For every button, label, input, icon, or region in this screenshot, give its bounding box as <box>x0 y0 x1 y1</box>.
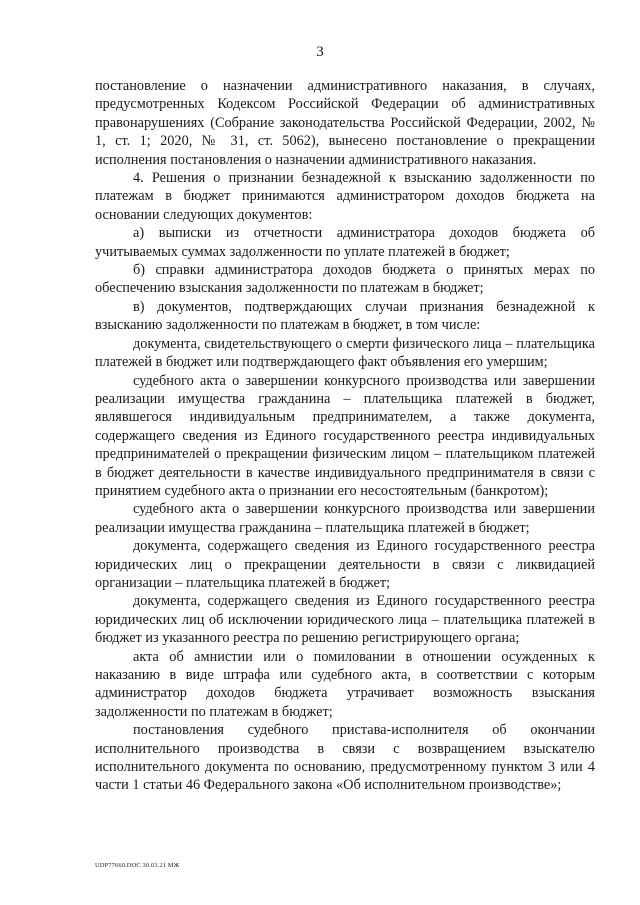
paragraph: документа, содержащего сведения из Единого государственного реестра юридических лиц о прекращении деятельности в связи с ликвидацией организации – плательщика платежей в бюджет; <box>95 538 595 591</box>
paragraph: документа, свидетельствующего о смерти физического лица – плательщика платежей в бюджет или подтверждающего факт объявления его умершим; <box>95 335 595 371</box>
paragraph: постановление о назначении административного наказания, в случаях, предусмотренных Кодексом Российской Федерации об административных правонарушениях (Собрание законодательства Российской Федерации, 2002, № 1, ст. 1; 2020, № 31, ст. 5062), вынесено постановление о прекращении исполнения постановления о назначении административного наказания. <box>95 78 595 168</box>
document-body <box>95 77 595 795</box>
paragraph: а) выписки из отчетности администратора доходов бюджета об учитываемых суммах задолженности по уплате платежей в бюджет; <box>95 225 595 260</box>
paragraph: постановления судебного пристава-исполнителя об окончании исполнительного производства в связи с возвращением взыскателю исполнительного документа по основанию, предусмотренному пунктом 3 или 4 части 1 статьи 46 Федерального закона «Об исполнительном производстве»; <box>95 722 595 794</box>
paragraph: акта об амнистии или о помиловании в отношении осужденных к наказанию в виде штрафа или судебного акта, в соответствии с которым администратор доходов бюджета утрачивает возможность взыскания задолженности по платежам в бюджет; <box>95 648 595 720</box>
paragraph: судебного акта о завершении конкурсного производства или завершении реализации имущества гражданина – плательщика платежей в бюджет; <box>95 501 595 536</box>
document-footer: UDP77660.DOC 30.03.21 МЖ <box>95 862 180 869</box>
page-number: 3 <box>316 44 324 60</box>
paragraph: судебного акта о завершении конкурсного производства или завершении реализации имущества гражданина – плательщика платежей в бюджет, являвшегося индивидуальным предпринимателем, а также документа, содержащего сведения из Единого государственного реестра индивидуальных предпринимателей о прекращении физическим лицом – плательщиком платежей в бюджет деятельности в качестве индивидуального предпринимателя в связи с принятием судебного акта о признании его несостоятельным (банкротом); <box>95 372 595 499</box>
paragraph: 4. Решения о признании безнадежной к взысканию задолженности по платежам в бюджет принимаются администратором доходов бюджета на основании следующих документов: <box>95 170 595 223</box>
paragraph: в) документов, подтверждающих случаи признания безнадежной к взысканию задолженности по платежам в бюджет, в том числе: <box>95 298 595 334</box>
paragraph: документа, содержащего сведения из Единого государственного реестра юридических лиц об исключении юридического лица – плательщика платежей в бюджет из указанного реестра по решению регистрирующего органа; <box>95 593 595 647</box>
paragraph: б) справки администратора доходов бюджета о принятых мерах по обеспечению взыскания задолженности по платежам в бюджет; <box>95 262 595 297</box>
